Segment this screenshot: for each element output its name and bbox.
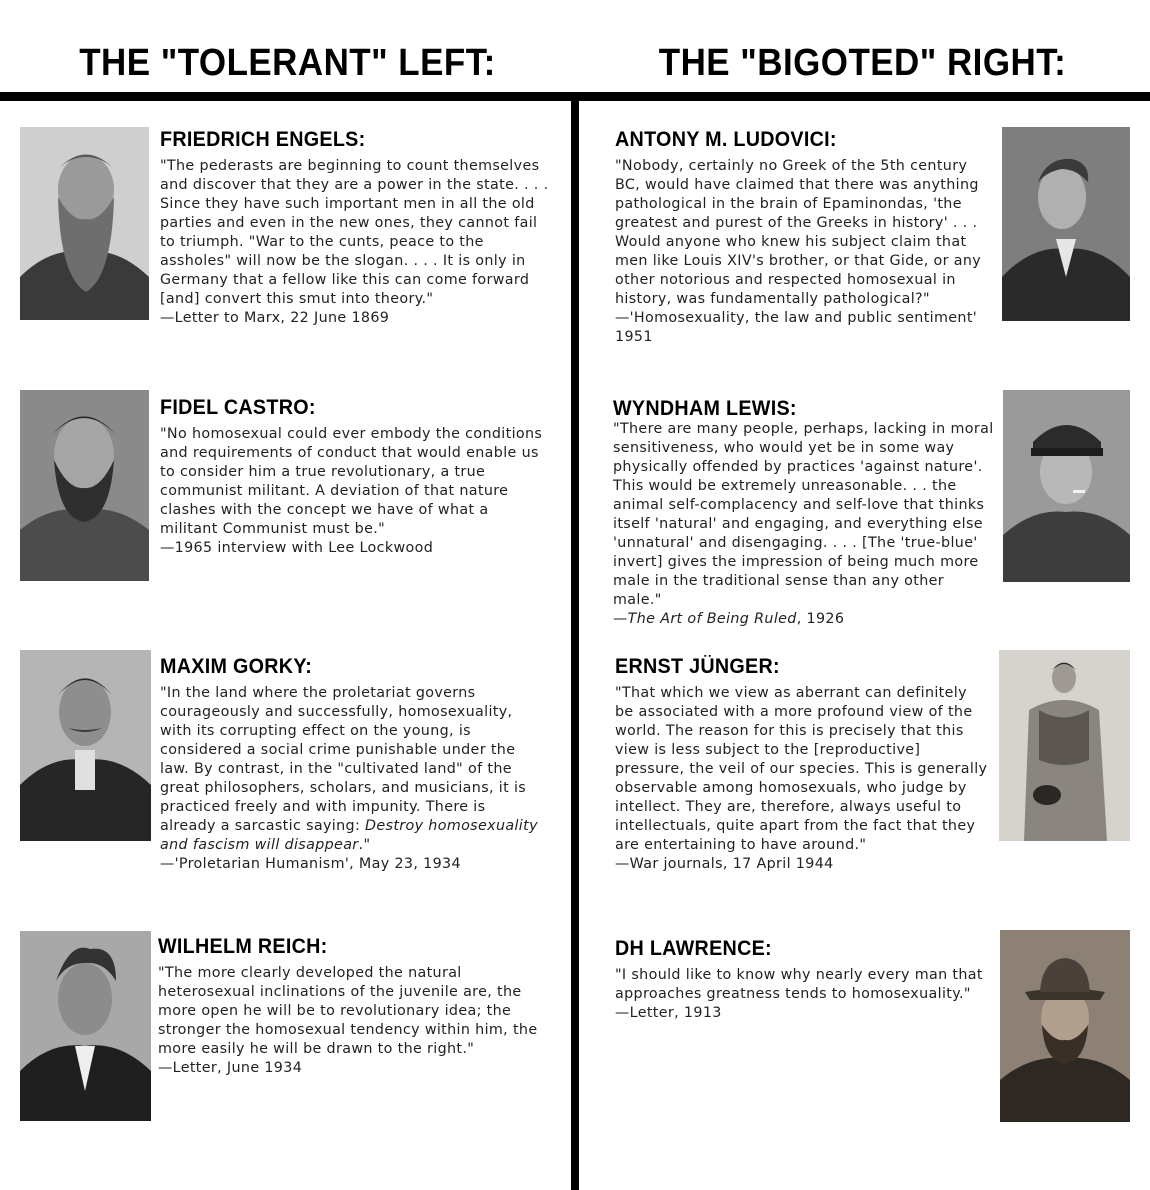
- quote-entry-gorky: [160, 655, 545, 874]
- lawrence-portrait: [1000, 930, 1130, 1122]
- quote-text: "Nobody, certainly no Greek of the 5th century BC, would have claimed that there was anything pathological in the brain of Epaminondas, 'the greatest and purest of the Greeks in history' . . . Would anyone who knew his subject claim that men like Louis XIV's brother, or that Gide, or any other notorious and respected homosexual in history, was fundamentally pathological?": [615, 158, 982, 307]
- quote-source: —Letter, 1913: [615, 1005, 722, 1021]
- quote-text: "I should like to know why nearly every man that approaches greatness tends to homosexuality.": [615, 967, 983, 1002]
- quote-source: [613, 610, 995, 629]
- lewis-portrait: [1003, 390, 1130, 582]
- quote-entry-engels: [160, 128, 550, 328]
- quote-text: "There are many people, perhaps, lacking in moral sensitiveness, who would yet be in some way physically offended by practices 'against nature'. This would be extremely unreasonable. . . the animal self-complacency and self-love that thinks itself 'natural' and engaging, and everything else 'unnatural' and disengaging. . . . [The 'true-blue' invert] gives the impression of being much more male in the traditional sense than any other male.": [613, 421, 994, 608]
- person-name: WYNDHAM LEWIS:: [613, 397, 797, 420]
- person-name: ANTONY M. LUDOVICI:: [615, 128, 837, 151]
- quote-text-italic: Destroy homosexuality and fascism will disappear: [160, 818, 538, 853]
- quote-entry-lewis: [613, 397, 995, 629]
- quote-text: "The more clearly developed the natural heterosexual inclinations of the juvenile are, the more open he will be to revolutionary idea; the stronger the homosexual tendency within him, the more easily he will be drawn to the right.": [158, 965, 538, 1057]
- engels-portrait: [20, 127, 149, 320]
- source-title: The Art of Being Ruled: [627, 611, 797, 627]
- quote-text-main: "In the land where the proletariat governs courageously and successfully, homosexuality, with its corrupting effect on the young, is considered a social crime punishable under the law. By contrast, in the "cultivated land" of the great philosophers, scholars, and musicians, it is practiced freely and with impunity. There is already a sarcastic saying:: [160, 685, 527, 834]
- reich-portrait: [20, 931, 151, 1121]
- ludovici-portrait: [1002, 127, 1130, 321]
- person-name: WILHELM REICH:: [158, 935, 328, 958]
- quote-text: [160, 684, 545, 855]
- quote-source: —'Proletarian Humanism', May 23, 1934: [160, 856, 461, 872]
- quote-source: —1965 interview with Lee Lockwood: [160, 540, 434, 556]
- quote-text: "No homosexual could ever embody the conditions and requirements of conduct that would enable us to consider him a true revolutionary, a true communist militant. A deviation of that nature clashes with the concept we have of what a militant Communist must be.": [160, 426, 543, 537]
- quote-source: —Letter, June 1934: [158, 1060, 303, 1076]
- vertical-divider: [571, 92, 579, 1190]
- person-name: DH LAWRENCE:: [615, 937, 772, 960]
- quote-entry-lawrence: [615, 937, 990, 1023]
- quote-entry-reich: [158, 935, 543, 1078]
- quote-entry-junger: [615, 655, 990, 874]
- left-column-heading: THE "TOLERANT" LEFT:: [79, 42, 496, 84]
- castro-portrait: [20, 390, 149, 581]
- person-name: FRIEDRICH ENGELS:: [160, 128, 366, 151]
- quote-text-end: .": [358, 837, 371, 853]
- quote-text: "That which we view as aberrant can definitely be associated with a more profound view of the world. The reason for this is precisely that this view is less subject to the [reproductive] pressure, the veil of our species. This is generally observable among homosexuals, who judge by intellect. They are, therefore, always useful to intellectuals, quite apart from the fact that they are entertaining to have around.": [615, 685, 988, 853]
- junger-portrait: [999, 650, 1130, 841]
- person-name: ERNST JÜNGER:: [615, 655, 780, 678]
- source-prefix: —: [613, 611, 628, 627]
- quote-text: "The pederasts are beginning to count themselves and discover that they are a power in the state. . . . Since they have such important men in all the old parties and even in the new ones, they cannot fail to triumph. "War to the cunts, peace to the assholes" will now be the slogan. . . . It is only in Germany that a fellow like this can come forward [and] convert this smut into theory.": [160, 158, 549, 307]
- quote-entry-ludovici: [615, 128, 993, 347]
- quote-source: —Letter to Marx, 22 June 1869: [160, 310, 390, 326]
- quote-entry-castro: [160, 396, 550, 558]
- quote-source: —'Homosexuality, the law and public sentiment' 1951: [615, 310, 978, 345]
- person-name: FIDEL CASTRO:: [160, 396, 316, 419]
- source-end: , 1926: [796, 611, 845, 627]
- gorky-portrait: [20, 650, 151, 841]
- quote-source: —War journals, 17 April 1944: [615, 856, 834, 872]
- person-name: MAXIM GORKY:: [160, 655, 313, 678]
- right-column-heading: THE "BIGOTED" RIGHT:: [658, 42, 1067, 84]
